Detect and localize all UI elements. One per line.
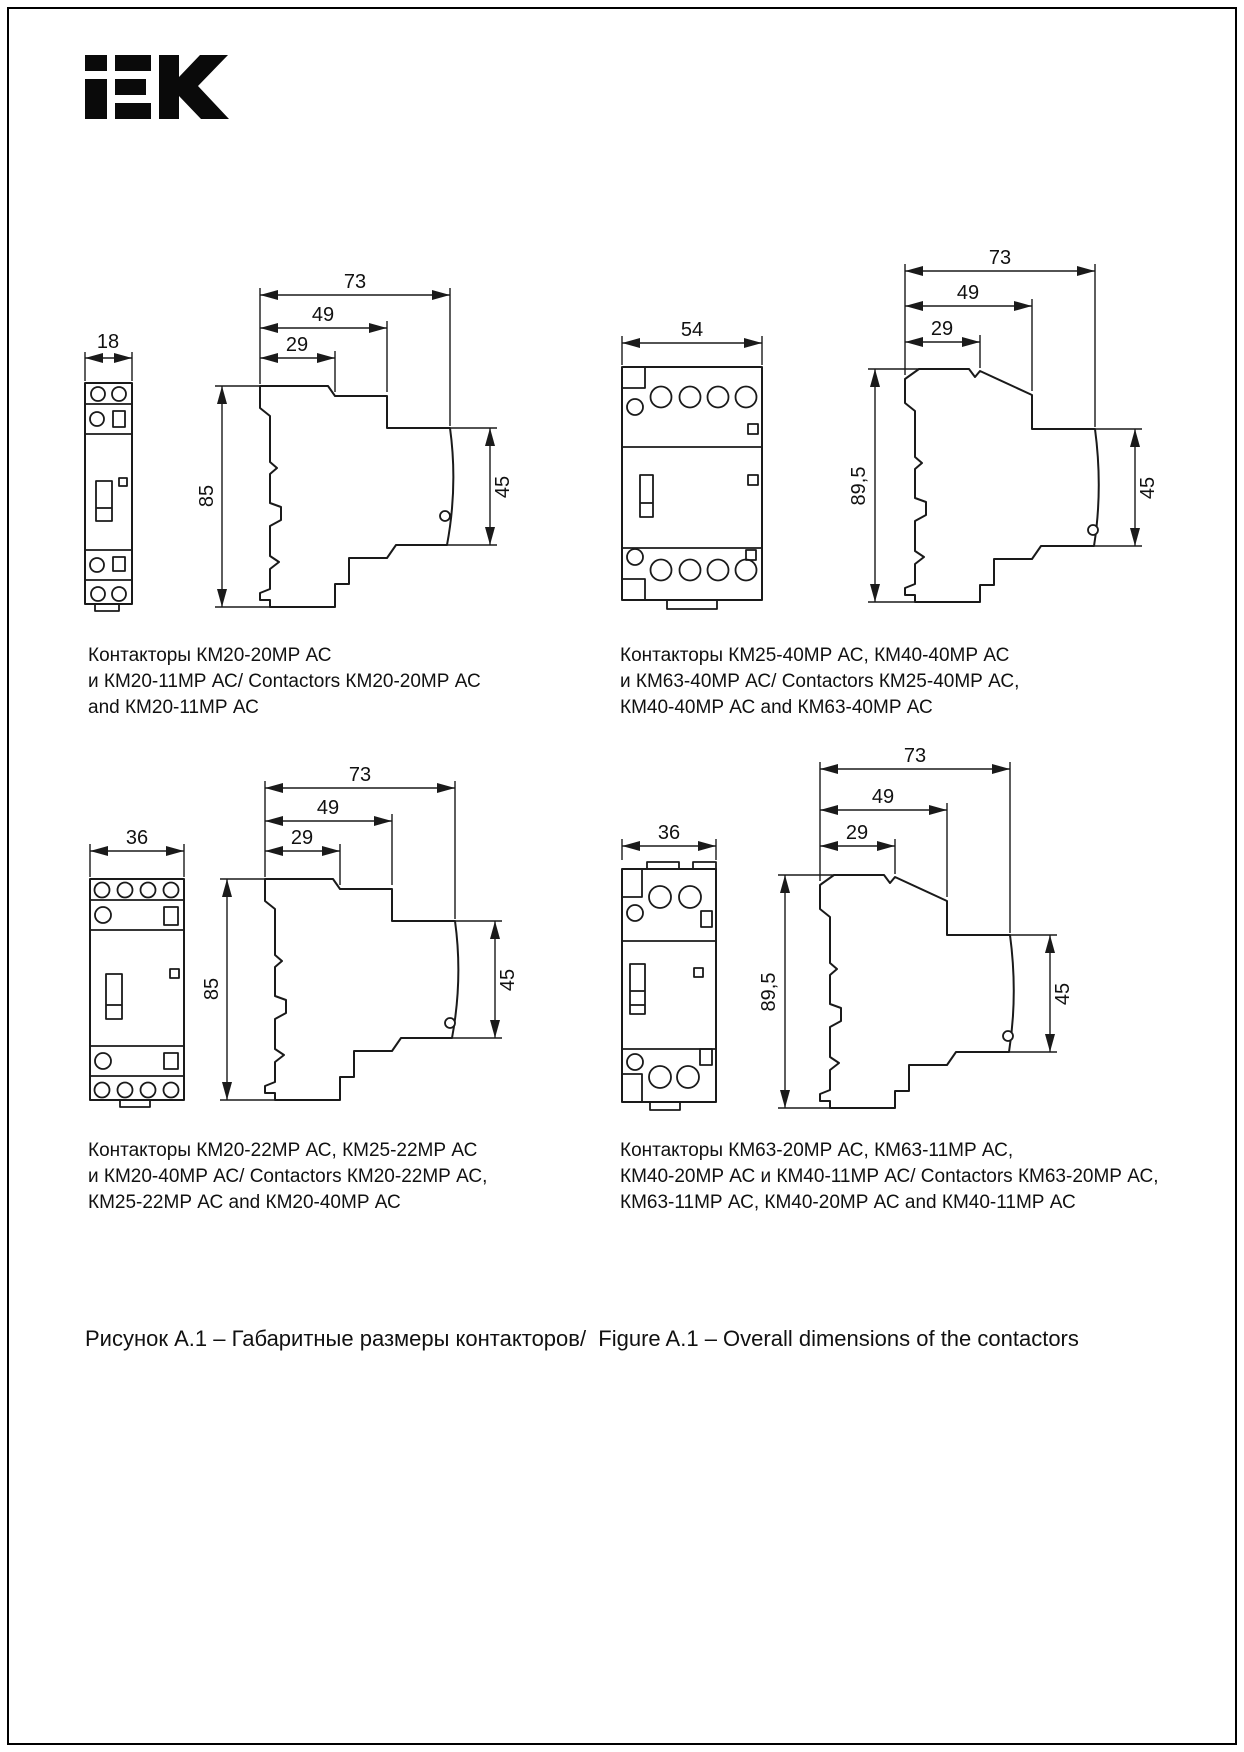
q4-dim-45-label: 45 xyxy=(1052,982,1074,1006)
q4-dim-49-label: 49 xyxy=(871,786,895,808)
q3-dim-width-front xyxy=(90,827,184,877)
caption-q2-line1: Контакторы КМ25-40МР АС, КМ40-40МР АС xyxy=(620,645,1010,666)
q1-dim-29-label: 29 xyxy=(285,334,309,356)
drawing-km25-40mr xyxy=(545,240,1175,625)
q1-dim-depth-top xyxy=(260,334,335,392)
drawing-km63-20mr xyxy=(545,735,1175,1130)
q1-dim-73-label: 73 xyxy=(343,271,367,293)
q1-dim-depth-mid xyxy=(260,304,387,392)
q1-dim-height-front xyxy=(447,428,514,545)
q3-dim-height-total xyxy=(201,879,277,1100)
caption-q3 xyxy=(88,1138,558,1216)
caption-q4-line2: КМ40-20МР АС и КМ40-11МР АС/ Contactors КМ63-20МР АС, xyxy=(620,1166,1159,1187)
q3-dim-36-label: 36 xyxy=(125,827,149,849)
caption-q2-line3: КМ40-40МР АС and КМ63-40МР АС xyxy=(620,697,933,718)
figure-caption: Рисунок А.1 – Габаритные размеры контакторов/ Figure A.1 – Overall dimensions of the contactors xyxy=(85,1326,1079,1351)
q1-dim-45-label: 45 xyxy=(492,475,514,499)
q3-front-view xyxy=(90,879,184,1107)
q2-dim-29-label: 29 xyxy=(930,318,954,340)
q1-dim-18-label: 18 xyxy=(96,331,120,353)
caption-q1-line1: Контакторы КМ20-20МР АС xyxy=(88,645,332,666)
caption-q2 xyxy=(620,643,1160,721)
q4-dim-895-label: 89,5 xyxy=(758,972,780,1012)
q4-side-view xyxy=(820,875,1014,1108)
caption-q3-line1: Контакторы КМ20-22МР АС, КМ25-22МР АС xyxy=(88,1140,478,1161)
q3-dim-45-label: 45 xyxy=(497,968,519,992)
iek-logo xyxy=(85,55,235,119)
q3-dim-85-label: 85 xyxy=(201,977,223,1001)
q4-dim-height-front xyxy=(1009,935,1074,1052)
q2-dim-width-front xyxy=(622,319,762,365)
q2-dim-depth-top xyxy=(905,318,980,368)
q3-dim-49-label: 49 xyxy=(316,797,340,819)
q2-dim-895-label: 89,5 xyxy=(848,466,870,506)
q2-dim-49-label: 49 xyxy=(956,282,980,304)
q3-dim-73-label: 73 xyxy=(348,764,372,786)
q3-dim-depth-top xyxy=(265,827,340,885)
caption-q3-line2: и КМ20-40МР АС/ Contactors КМ20-22МР АС, xyxy=(88,1166,488,1187)
caption-q4 xyxy=(620,1138,1180,1216)
q2-side-view xyxy=(905,369,1099,602)
caption-q4-line3: КМ63-11МР АС, КМ40-20МР АС and КМ40-11МР АС xyxy=(620,1192,1076,1213)
q4-front-view xyxy=(622,862,716,1110)
q4-dim-29-label: 29 xyxy=(845,822,869,844)
q2-dim-45-label: 45 xyxy=(1137,476,1159,500)
q1-dim-49-label: 49 xyxy=(311,304,335,326)
drawing-km20-22mr xyxy=(75,735,535,1120)
q1-side-view xyxy=(260,386,453,607)
q4-dim-width-front xyxy=(622,822,716,860)
caption-q3-line3: КМ25-22МР АС and КМ20-40МР АС xyxy=(88,1192,401,1213)
q3-side-view xyxy=(265,879,458,1100)
q2-dim-54-label: 54 xyxy=(680,319,704,341)
caption-q1-line3: and КМ20-11МР АС xyxy=(88,697,259,718)
q4-dim-73-label: 73 xyxy=(903,745,927,767)
q1-dim-height-total xyxy=(196,386,272,607)
q2-dim-height-front xyxy=(1094,429,1159,546)
q3-dim-height-front xyxy=(452,921,519,1038)
caption-q2-line2: и КМ63-40МР АС/ Contactors КМ25-40МР АС, xyxy=(620,671,1020,692)
q2-dim-73-label: 73 xyxy=(988,247,1012,269)
caption-q1 xyxy=(88,643,558,721)
q1-front-view xyxy=(85,383,132,611)
q3-dim-29-label: 29 xyxy=(290,827,314,849)
q1-dim-85-label: 85 xyxy=(196,484,218,508)
q4-dim-depth-top xyxy=(820,822,895,874)
caption-q4-line1: Контакторы КМ63-20МР АС, КМ63-11МР АС, xyxy=(620,1140,1014,1161)
q1-dim-width-front xyxy=(85,331,132,381)
iek-logo-glyphs xyxy=(85,55,229,119)
q3-dim-depth-mid xyxy=(265,797,392,885)
caption-q1-line2: и КМ20-11МР АС/ Contactors КМ20-20МР АС xyxy=(88,671,481,692)
drawing-km20-20mr xyxy=(75,240,535,625)
q4-dim-36-label: 36 xyxy=(657,822,681,844)
q2-front-view xyxy=(622,367,762,609)
